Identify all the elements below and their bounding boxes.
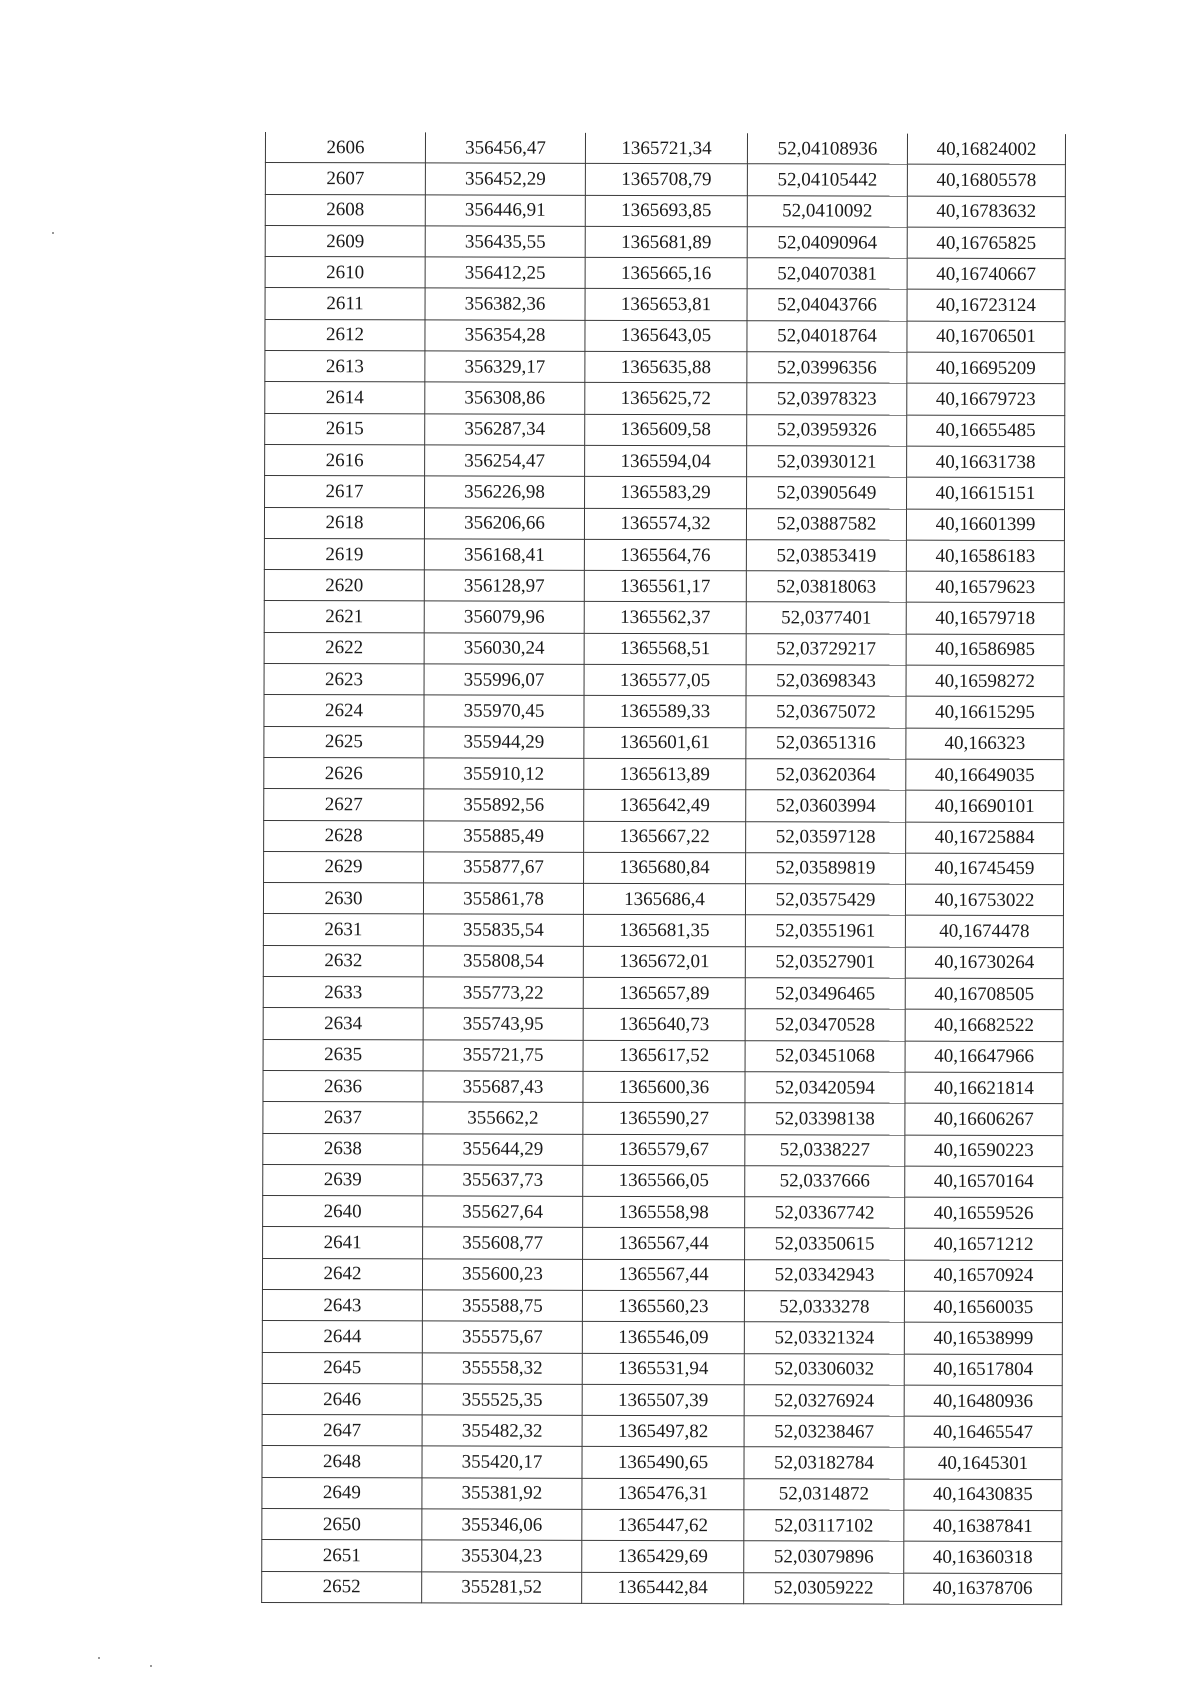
table-row (262, 1446, 1062, 1479)
y-coordinate-cell: 1365567,44 (582, 1259, 744, 1291)
point-number-cell: 2607 (265, 163, 425, 195)
longitude-cell: 40,16598272 (906, 665, 1064, 697)
point-number-cell: 2637 (263, 1102, 423, 1134)
x-coordinate-cell: 355575,67 (422, 1321, 582, 1353)
x-coordinate-cell: 355892,56 (424, 789, 584, 821)
longitude-cell: 40,16615151 (907, 477, 1065, 509)
x-coordinate-cell: 355662,2 (423, 1102, 583, 1134)
latitude-cell: 52,04070381 (747, 258, 907, 290)
latitude-cell: 52,03729217 (746, 634, 906, 666)
y-coordinate-cell: 1365560,23 (582, 1290, 744, 1322)
table-row (265, 413, 1065, 446)
y-coordinate-cell: 1365667,22 (584, 821, 746, 853)
x-coordinate-cell: 355600,23 (422, 1259, 582, 1291)
latitude-cell: 52,03059222 (744, 1572, 904, 1604)
table-row (264, 507, 1064, 540)
table-row (263, 914, 1063, 947)
longitude-cell: 40,16615295 (906, 697, 1064, 729)
point-number-cell: 2609 (265, 225, 425, 257)
latitude-cell: 52,03117102 (744, 1510, 904, 1542)
table-row (264, 632, 1064, 665)
longitude-cell: 40,16560035 (904, 1291, 1062, 1323)
x-coordinate-cell: 355970,45 (424, 695, 584, 727)
point-number-cell: 2610 (265, 257, 425, 289)
longitude-cell: 40,16586985 (906, 634, 1064, 666)
table-row (262, 1571, 1062, 1604)
table-row (264, 538, 1064, 571)
longitude-cell: 40,16570164 (905, 1166, 1063, 1198)
point-number-cell: 2651 (262, 1540, 422, 1572)
y-coordinate-cell: 1365476,31 (582, 1478, 744, 1510)
point-number-cell: 2615 (265, 413, 425, 445)
latitude-cell: 52,03818063 (746, 571, 906, 603)
x-coordinate-cell: 356079,96 (424, 601, 584, 633)
point-number-cell: 2629 (264, 851, 424, 883)
y-coordinate-cell: 1365561,17 (584, 570, 746, 602)
x-coordinate-cell: 355877,67 (424, 852, 584, 884)
y-coordinate-cell: 1365429,69 (582, 1541, 744, 1573)
y-coordinate-cell: 1365642,49 (584, 790, 746, 822)
table-row (264, 570, 1064, 603)
table-row (265, 351, 1065, 384)
table-row (263, 1070, 1063, 1103)
x-coordinate-cell: 356456,47 (425, 132, 585, 163)
x-coordinate-cell: 355835,54 (423, 914, 583, 946)
x-coordinate-cell: 355910,12 (424, 758, 584, 790)
point-number-cell: 2627 (264, 789, 424, 821)
longitude-cell: 40,16730264 (905, 947, 1063, 979)
latitude-cell: 52,03620364 (746, 759, 906, 791)
point-number-cell: 2619 (264, 538, 424, 570)
x-coordinate-cell: 355346,06 (422, 1509, 582, 1541)
table-row (264, 726, 1064, 759)
latitude-cell: 52,03276924 (744, 1385, 904, 1417)
y-coordinate-cell: 1365613,89 (584, 758, 746, 790)
point-number-cell: 2645 (262, 1352, 422, 1384)
table-row (263, 883, 1063, 916)
x-coordinate-cell: 355721,75 (423, 1040, 583, 1072)
y-coordinate-cell: 1365609,58 (585, 414, 747, 446)
latitude-cell: 52,03367742 (745, 1197, 905, 1229)
x-coordinate-cell: 355808,54 (423, 946, 583, 978)
table-row (265, 257, 1065, 290)
longitude-cell: 40,16606267 (905, 1103, 1063, 1135)
y-coordinate-cell: 1365686,4 (583, 883, 745, 915)
y-coordinate-cell: 1365589,33 (584, 696, 746, 728)
table-row (264, 664, 1064, 697)
latitude-cell: 52,03398138 (745, 1103, 905, 1135)
scan-speck (98, 1657, 100, 1659)
x-coordinate-cell: 356446,91 (425, 195, 585, 227)
x-coordinate-cell: 356329,17 (425, 351, 585, 383)
longitude-cell: 40,1674478 (905, 916, 1063, 948)
y-coordinate-cell: 1365721,34 (585, 133, 747, 164)
latitude-cell: 52,03930121 (747, 446, 907, 478)
table-row (262, 1352, 1062, 1385)
y-coordinate-cell: 1365567,44 (583, 1228, 745, 1260)
point-number-cell: 2633 (263, 977, 423, 1009)
x-coordinate-cell: 356226,98 (425, 476, 585, 508)
x-coordinate-cell: 355420,17 (422, 1446, 582, 1478)
y-coordinate-cell: 1365653,81 (585, 289, 747, 321)
x-coordinate-cell: 355381,92 (422, 1478, 582, 1510)
y-coordinate-cell: 1365579,67 (583, 1134, 745, 1166)
latitude-cell: 52,0338227 (745, 1134, 905, 1166)
point-number-cell: 2643 (262, 1289, 422, 1321)
longitude-cell: 40,16649035 (906, 759, 1064, 791)
longitude-cell: 40,16579718 (906, 603, 1064, 635)
longitude-cell: 40,16740667 (907, 258, 1065, 290)
y-coordinate-cell: 1365568,51 (584, 633, 746, 665)
latitude-cell: 52,0314872 (744, 1479, 904, 1511)
point-number-cell: 2649 (262, 1477, 422, 1509)
longitude-cell: 40,16690101 (906, 790, 1064, 822)
latitude-cell: 52,03420594 (745, 1072, 905, 1104)
y-coordinate-cell: 1365447,62 (582, 1509, 744, 1541)
point-number-cell: 2616 (265, 444, 425, 476)
table-row (263, 1039, 1063, 1072)
point-number-cell: 2650 (262, 1509, 422, 1541)
longitude-cell: 40,16706501 (907, 321, 1065, 353)
y-coordinate-cell: 1365665,16 (585, 258, 747, 290)
point-number-cell: 2620 (264, 570, 424, 602)
point-number-cell: 2614 (265, 382, 425, 414)
point-number-cell: 2647 (262, 1415, 422, 1447)
point-number-cell: 2641 (263, 1227, 423, 1259)
y-coordinate-cell: 1365625,72 (585, 383, 747, 415)
longitude-cell: 40,16559526 (905, 1197, 1063, 1229)
table-row (263, 1227, 1063, 1260)
y-coordinate-cell: 1365600,36 (583, 1071, 745, 1103)
x-coordinate-cell: 356206,66 (424, 507, 584, 539)
point-number-cell: 2613 (265, 351, 425, 383)
latitude-cell: 52,03589819 (746, 853, 906, 885)
table-row (264, 789, 1064, 822)
point-number-cell: 2612 (265, 319, 425, 351)
point-number-cell: 2642 (262, 1258, 422, 1290)
y-coordinate-cell: 1365680,84 (584, 852, 746, 884)
latitude-cell: 52,03651316 (746, 727, 906, 759)
x-coordinate-cell: 356254,47 (425, 445, 585, 477)
y-coordinate-cell: 1365574,32 (584, 508, 746, 540)
y-coordinate-cell: 1365693,85 (585, 195, 747, 227)
coordinates-table-body (262, 132, 1066, 1605)
latitude-cell: 52,03853419 (746, 540, 906, 572)
point-number-cell: 2652 (262, 1571, 422, 1603)
longitude-cell: 40,16647966 (905, 1041, 1063, 1073)
point-number-cell: 2631 (263, 914, 423, 946)
x-coordinate-cell: 355558,32 (422, 1352, 582, 1384)
x-coordinate-cell: 356030,24 (424, 633, 584, 665)
latitude-cell: 52,03905649 (747, 477, 907, 509)
y-coordinate-cell: 1365617,52 (583, 1040, 745, 1072)
longitude-cell: 40,16465547 (904, 1416, 1062, 1448)
point-number-cell: 2608 (265, 194, 425, 226)
table-row (264, 851, 1064, 884)
x-coordinate-cell: 355885,49 (424, 820, 584, 852)
table-row (262, 1477, 1062, 1510)
table-row (262, 1540, 1062, 1573)
table-row (265, 444, 1065, 477)
x-coordinate-cell: 355304,23 (422, 1540, 582, 1572)
point-number-cell: 2622 (264, 632, 424, 664)
latitude-cell: 52,03959326 (747, 414, 907, 446)
x-coordinate-cell: 355627,64 (423, 1196, 583, 1228)
y-coordinate-cell: 1365657,89 (583, 977, 745, 1009)
latitude-cell: 52,0337666 (745, 1166, 905, 1198)
point-number-cell: 2626 (264, 757, 424, 789)
latitude-cell: 52,03470528 (745, 1009, 905, 1041)
y-coordinate-cell: 1365531,94 (582, 1353, 744, 1385)
latitude-cell: 52,04108936 (747, 133, 907, 164)
x-coordinate-cell: 356128,97 (424, 570, 584, 602)
latitude-cell: 52,03698343 (746, 665, 906, 697)
x-coordinate-cell: 355525,35 (422, 1384, 582, 1416)
y-coordinate-cell: 1365562,37 (584, 602, 746, 634)
point-number-cell: 2611 (265, 288, 425, 320)
longitude-cell: 40,1645301 (904, 1448, 1062, 1480)
x-coordinate-cell: 355743,95 (423, 1008, 583, 1040)
point-number-cell: 2623 (264, 664, 424, 696)
x-coordinate-cell: 355644,29 (423, 1133, 583, 1165)
longitude-cell: 40,16695209 (907, 352, 1065, 384)
longitude-cell: 40,16579623 (906, 571, 1064, 603)
point-number-cell: 2618 (264, 507, 424, 539)
point-number-cell: 2625 (264, 726, 424, 758)
x-coordinate-cell: 356435,55 (425, 226, 585, 258)
latitude-cell: 52,03451068 (745, 1040, 905, 1072)
longitude-cell: 40,16480936 (904, 1385, 1062, 1417)
longitude-cell: 40,16708505 (905, 978, 1063, 1010)
table-row (265, 194, 1065, 227)
latitude-cell: 52,03551961 (745, 915, 905, 947)
table-row (265, 163, 1065, 196)
table-row (263, 1133, 1063, 1166)
point-number-cell: 2646 (262, 1383, 422, 1415)
latitude-cell: 52,03887582 (746, 508, 906, 540)
longitude-cell: 40,16655485 (907, 415, 1065, 447)
table-row (264, 820, 1064, 853)
x-coordinate-cell: 355637,73 (423, 1165, 583, 1197)
y-coordinate-cell: 1365490,65 (582, 1447, 744, 1479)
longitude-cell: 40,16621814 (905, 1072, 1063, 1104)
latitude-cell: 52,03527901 (745, 946, 905, 978)
x-coordinate-cell: 355773,22 (423, 977, 583, 1009)
table-row (265, 288, 1065, 321)
latitude-cell: 52,0377401 (746, 602, 906, 634)
longitude-cell: 40,16570924 (904, 1260, 1062, 1292)
point-number-cell: 2639 (263, 1164, 423, 1196)
longitude-cell: 40,16824002 (907, 134, 1065, 165)
table-row (265, 225, 1065, 258)
x-coordinate-cell: 356354,28 (425, 320, 585, 352)
latitude-cell: 52,04018764 (747, 321, 907, 353)
y-coordinate-cell: 1365497,82 (582, 1416, 744, 1448)
point-number-cell: 2628 (264, 820, 424, 852)
y-coordinate-cell: 1365681,35 (583, 915, 745, 947)
latitude-cell: 52,03350615 (745, 1228, 905, 1260)
y-coordinate-cell: 1365640,73 (583, 1009, 745, 1041)
latitude-cell: 52,03079896 (744, 1541, 904, 1573)
latitude-cell: 52,03496465 (745, 978, 905, 1010)
longitude-cell: 40,16679723 (907, 384, 1065, 416)
latitude-cell: 52,04105442 (747, 164, 907, 196)
table-row (263, 1196, 1063, 1229)
longitude-cell: 40,16631738 (907, 446, 1065, 478)
scan-speck (52, 232, 54, 234)
latitude-cell: 52,03996356 (747, 352, 907, 384)
y-coordinate-cell: 1365708,79 (585, 164, 747, 196)
table-row (262, 1383, 1062, 1416)
y-coordinate-cell: 1365601,61 (584, 727, 746, 759)
y-coordinate-cell: 1365594,04 (585, 445, 747, 477)
point-number-cell: 2648 (262, 1446, 422, 1478)
longitude-cell: 40,16430835 (904, 1479, 1062, 1511)
x-coordinate-cell: 355281,52 (422, 1572, 582, 1604)
longitude-cell: 40,16590223 (905, 1135, 1063, 1167)
point-number-cell: 2617 (265, 476, 425, 508)
table-row (263, 1164, 1063, 1197)
y-coordinate-cell: 1365507,39 (582, 1384, 744, 1416)
latitude-cell: 52,03238467 (744, 1416, 904, 1448)
longitude-cell: 40,16571212 (905, 1229, 1063, 1261)
point-number-cell: 2630 (263, 883, 423, 915)
longitude-cell: 40,16601399 (906, 509, 1064, 541)
table-row (265, 476, 1065, 509)
table-row (263, 945, 1063, 978)
y-coordinate-cell: 1365583,29 (585, 477, 747, 509)
latitude-cell: 52,03978323 (747, 383, 907, 415)
point-number-cell: 2606 (265, 132, 425, 163)
latitude-cell: 52,0410092 (747, 195, 907, 227)
y-coordinate-cell: 1365577,05 (584, 664, 746, 696)
point-number-cell: 2632 (263, 945, 423, 977)
x-coordinate-cell: 355588,75 (422, 1290, 582, 1322)
y-coordinate-cell: 1365546,09 (582, 1322, 744, 1354)
x-coordinate-cell: 355608,77 (423, 1227, 583, 1259)
longitude-cell: 40,166323 (906, 728, 1064, 760)
longitude-cell: 40,16360318 (904, 1542, 1062, 1574)
longitude-cell: 40,16387841 (904, 1510, 1062, 1542)
longitude-cell: 40,16517804 (904, 1354, 1062, 1386)
point-number-cell: 2634 (263, 1008, 423, 1040)
latitude-cell: 52,03603994 (746, 790, 906, 822)
table-row (263, 1008, 1063, 1041)
table-row (263, 1102, 1063, 1135)
x-coordinate-cell: 355996,07 (424, 664, 584, 696)
latitude-cell: 52,03597128 (746, 821, 906, 853)
latitude-cell: 52,03575429 (745, 884, 905, 916)
point-number-cell: 2638 (263, 1133, 423, 1165)
x-coordinate-cell: 356382,36 (425, 288, 585, 320)
latitude-cell: 52,03306032 (744, 1353, 904, 1385)
x-coordinate-cell: 356308,86 (425, 382, 585, 414)
table-row (262, 1415, 1062, 1448)
table-row (265, 382, 1065, 415)
table-row (264, 695, 1064, 728)
y-coordinate-cell: 1365442,84 (582, 1572, 744, 1604)
y-coordinate-cell: 1365566,05 (583, 1165, 745, 1197)
x-coordinate-cell: 356287,34 (425, 414, 585, 446)
longitude-cell: 40,16538999 (904, 1322, 1062, 1354)
y-coordinate-cell: 1365672,01 (583, 946, 745, 978)
longitude-cell: 40,16745459 (906, 853, 1064, 885)
table-row (262, 1509, 1062, 1542)
latitude-cell: 52,04090964 (747, 227, 907, 259)
x-coordinate-cell: 355482,32 (422, 1415, 582, 1447)
table-row (265, 319, 1065, 352)
table-row (262, 1321, 1062, 1354)
x-coordinate-cell: 356412,25 (425, 257, 585, 289)
y-coordinate-cell: 1365643,05 (585, 320, 747, 352)
latitude-cell: 52,03342943 (744, 1259, 904, 1291)
point-number-cell: 2636 (263, 1070, 423, 1102)
latitude-cell: 52,03182784 (744, 1447, 904, 1479)
point-number-cell: 2621 (264, 601, 424, 633)
table-row (262, 1258, 1062, 1291)
table-row (265, 132, 1065, 165)
y-coordinate-cell: 1365564,76 (584, 539, 746, 571)
longitude-cell: 40,16586183 (906, 540, 1064, 572)
y-coordinate-cell: 1365590,27 (583, 1103, 745, 1135)
x-coordinate-cell: 356168,41 (424, 539, 584, 571)
scan-speck (150, 1665, 152, 1667)
longitude-cell: 40,16682522 (905, 1009, 1063, 1041)
point-number-cell: 2644 (262, 1321, 422, 1353)
table-row (262, 1289, 1062, 1322)
latitude-cell: 52,03321324 (744, 1322, 904, 1354)
y-coordinate-cell: 1365558,98 (583, 1196, 745, 1228)
x-coordinate-cell: 355861,78 (423, 883, 583, 915)
table-row (264, 601, 1064, 634)
latitude-cell: 52,03675072 (746, 696, 906, 728)
point-number-cell: 2640 (263, 1196, 423, 1228)
longitude-cell: 40,16753022 (905, 884, 1063, 916)
x-coordinate-cell: 356452,29 (425, 163, 585, 195)
y-coordinate-cell: 1365681,89 (585, 226, 747, 258)
table-row (263, 977, 1063, 1010)
latitude-cell: 52,04043766 (747, 289, 907, 321)
x-coordinate-cell: 355944,29 (424, 727, 584, 759)
longitude-cell: 40,16783632 (907, 196, 1065, 228)
x-coordinate-cell: 355687,43 (423, 1071, 583, 1103)
coordinates-table (261, 132, 1066, 1605)
longitude-cell: 40,16725884 (906, 822, 1064, 854)
longitude-cell: 40,16765825 (907, 227, 1065, 259)
longitude-cell: 40,16723124 (907, 290, 1065, 322)
y-coordinate-cell: 1365635,88 (585, 351, 747, 383)
point-number-cell: 2635 (263, 1039, 423, 1071)
point-number-cell: 2624 (264, 695, 424, 727)
longitude-cell: 40,16805578 (907, 164, 1065, 196)
latitude-cell: 52,0333278 (744, 1291, 904, 1323)
longitude-cell: 40,16378706 (904, 1573, 1062, 1605)
table-row (264, 757, 1064, 790)
